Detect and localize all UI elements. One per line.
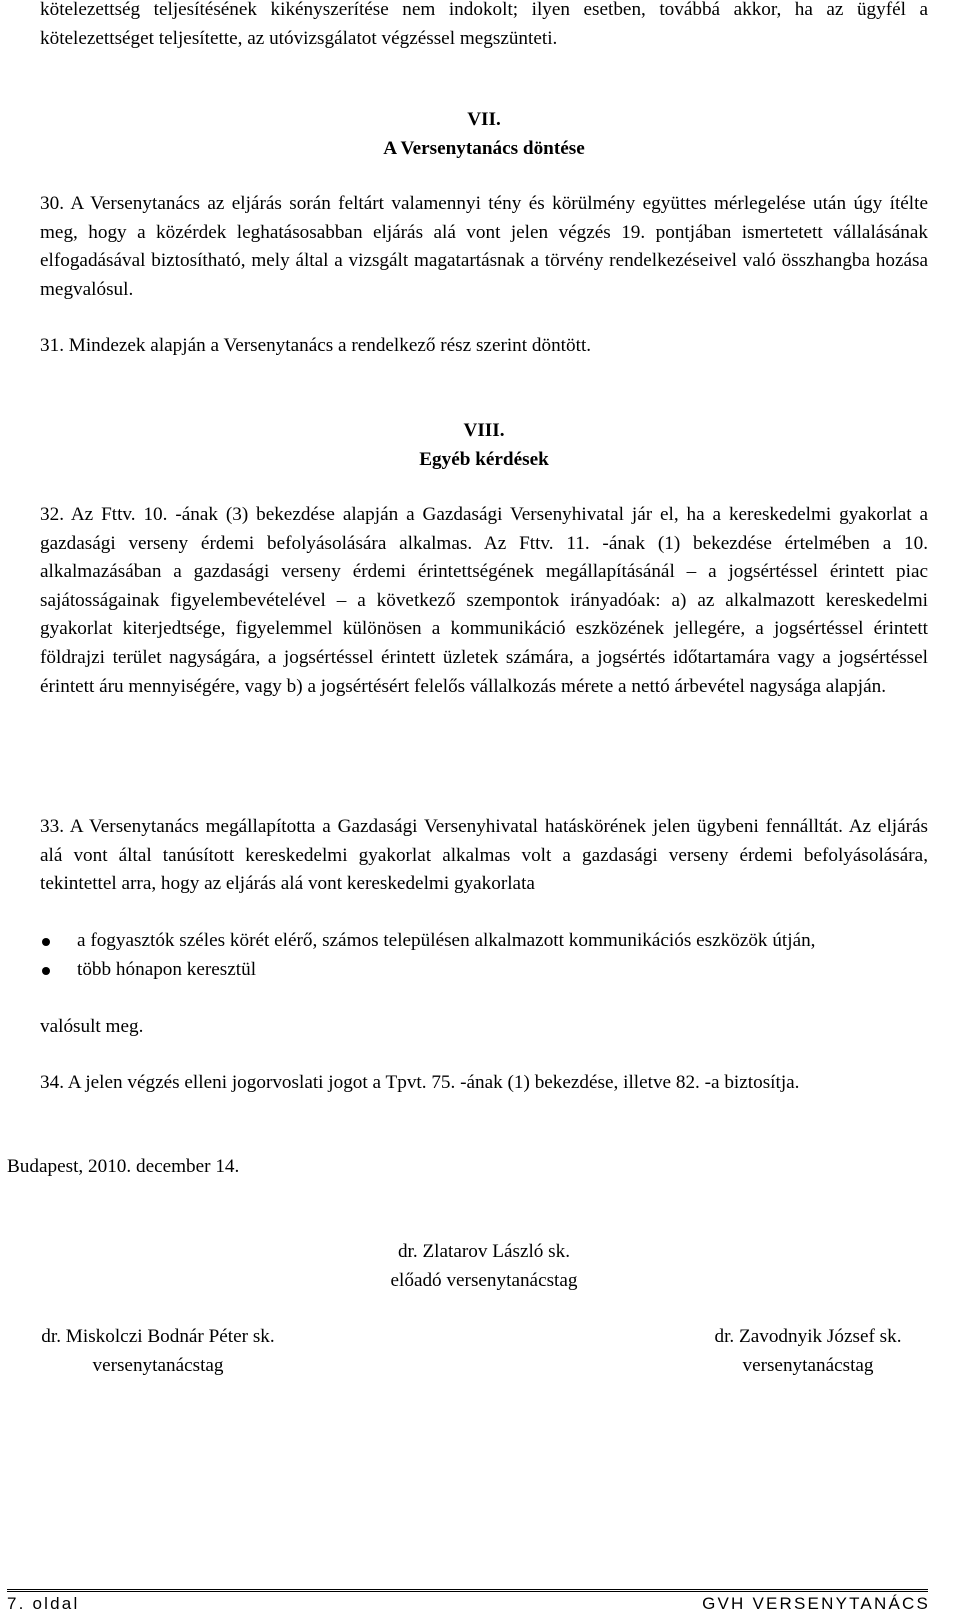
section-7-number: VII. bbox=[467, 109, 501, 130]
bullet-list bbox=[40, 927, 928, 984]
signature-role: előadó versenytanácstag bbox=[390, 1269, 578, 1291]
bullet-icon bbox=[42, 938, 50, 946]
paragraph-text: Mindezek alapján a Versenytanács a rendelkező rész szerint döntött. bbox=[68, 335, 592, 356]
signature-name: dr. Miskolczi Bodnár Péter sk. bbox=[41, 1326, 275, 1347]
paragraph-34 bbox=[40, 1069, 928, 1098]
intro-paragraph: kötelezettség teljesítésének kikényszerítése nem indokolt; ilyen esetben, továbbá akkor, ha az ügyfél a kötelezettséget teljesítette, az utóvizsgálatot végzéssel megszünteti. bbox=[40, 0, 928, 49]
paragraph-33-closing: valósult meg. bbox=[40, 1016, 144, 1037]
section-7-title: A Versenytanács döntése bbox=[383, 138, 585, 159]
signature-right bbox=[683, 1323, 933, 1380]
paragraph-number: 34. bbox=[40, 1072, 64, 1093]
list-item: a fogyasztók széles körét elérő, számos településen alkalmazott kommunikációs eszközök útján, bbox=[40, 927, 928, 956]
paragraph-number: 30. bbox=[40, 193, 64, 214]
footer-divider bbox=[7, 1591, 928, 1592]
footer-divider bbox=[7, 1589, 928, 1590]
bullet-icon bbox=[42, 967, 50, 975]
paragraph-text: A Versenytanács megállapította a Gazdasági Versenyhivatal hatáskörének jelen ügybeni fennálltát. Az eljárás alá vont által tanúsított kereskedelmi gyakorlat alkalmas volt a gazdasági verseny érdemi befolyásolására, tekintettel arra, hogy az eljárás alá vont kereskedelmi gyakorlata bbox=[40, 816, 928, 895]
signature-role: versenytanácstag bbox=[92, 1354, 224, 1376]
paragraph-text: A jelen végzés elleni jogorvoslati jogot a Tpvt. 75. -ának (1) bekezdése, illetve 82. -a biztosítja. bbox=[67, 1072, 800, 1093]
signature-left bbox=[7, 1323, 309, 1380]
paragraph-number: 33. bbox=[40, 816, 64, 837]
paragraph-32 bbox=[40, 501, 928, 701]
section-8-number: VIII. bbox=[463, 420, 505, 441]
footer-organization: GVH VERSENYTANÁCS bbox=[702, 1594, 930, 1613]
signature-name: dr. Zlatarov László sk. bbox=[397, 1241, 571, 1262]
paragraph-text: Az Fttv. 10. -ának (3) bekezdése alapján a Gazdasági Versenyhivatal jár el, ha a kereskedelmi gyakorlat a gazdasági verseny érdemi befolyásolására alkalmas. Az Fttv. 11. -ának (1) bekezdése értelmében a 10. alkalmazásában a gazdasági verseny érdemi érintettségének megállapításánál – a jogsértéssel érintett piac sajátosságainak figyelembevételével – a következő szempontok irányadóak: a) az alkalmazott kereskedelmi gyakorlat kiterjedtsége, figyelemmel különösen a kommunikáció eszközének jellegére, a jogsértéssel érintett földrajzi terület nagyságára, a jogsértéssel érintett üzletek számára, a jogsértés időtartamára vagy a jogsértéssel érintett áru mennyiségére, vagy b) a jogsértésért felelős vállalkozás mérete a nettó árbevétel nagysága alapján. bbox=[40, 504, 928, 697]
paragraph-31 bbox=[40, 332, 928, 361]
signature-name: dr. Zavodnyik József sk. bbox=[714, 1326, 902, 1347]
paragraph-30 bbox=[40, 190, 928, 304]
paragraph-33 bbox=[40, 813, 928, 899]
paragraph-number: 31. bbox=[40, 335, 64, 356]
signature-presenter bbox=[334, 1238, 634, 1295]
place-date: Budapest, 2010. december 14. bbox=[7, 1156, 240, 1177]
paragraph-text: A Versenytanács az eljárás során feltárt valamennyi tény és körülmény együttes mérlegelése után úgy ítélte meg, hogy a közérdek leghatásosabban eljárás alá vont jelen végzés 19. pontjában ismertetett vállalásának elfogadásával biztosítható, mely által a vizsgált magatartásnak a törvény rendelkezéseivel való összhangba hozása megvalósul. bbox=[40, 193, 928, 300]
section-8-title: Egyéb kérdések bbox=[419, 449, 549, 470]
page-number: 7. oldal bbox=[7, 1594, 80, 1613]
signature-role: versenytanácstag bbox=[742, 1354, 874, 1376]
list-item: több hónapon keresztül bbox=[40, 956, 928, 985]
paragraph-number: 32. bbox=[40, 504, 64, 525]
